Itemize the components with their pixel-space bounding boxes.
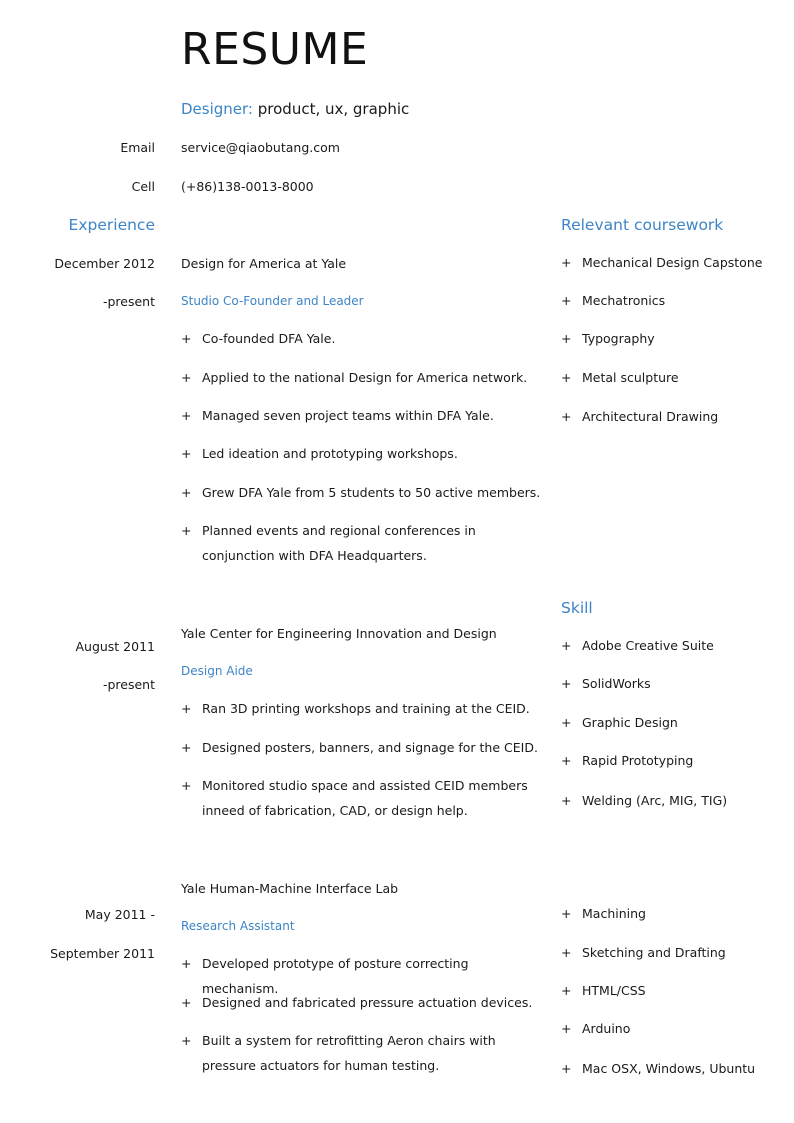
exp3-bullet: + Developed prototype of posture correcting mechanism. xyxy=(181,951,541,1001)
exp3-date-start: May 2011 - xyxy=(84,907,155,922)
designer-value: product, ux, graphic xyxy=(257,100,410,118)
exp3-date-end: September 2011 xyxy=(50,946,155,961)
plus-icon: + xyxy=(561,293,572,308)
plus-icon: + xyxy=(561,753,572,768)
resume-title: RESUME xyxy=(181,24,369,75)
exp1-bullet: + Managed seven project teams within DFA Yale. xyxy=(181,403,541,428)
skill-item: + Adobe Creative Suite xyxy=(561,633,781,658)
exp3-role: Research Assistant xyxy=(181,919,295,933)
exp1-date-start: December 2012 xyxy=(54,256,155,271)
designer-line xyxy=(181,100,409,118)
experience-heading: Experience xyxy=(68,216,155,234)
coursework-item: + Mechatronics xyxy=(561,288,781,313)
coursework-item: + Metal sculpture xyxy=(561,365,781,390)
skill-item: + Machining xyxy=(561,901,781,926)
plus-icon: + xyxy=(181,370,192,385)
exp3-bullet: + Designed and fabricated pressure actuation devices. xyxy=(181,990,541,1015)
plus-icon: + xyxy=(561,255,572,270)
plus-icon: + xyxy=(181,485,192,500)
exp1-organization: Design for America at Yale xyxy=(181,256,347,271)
plus-icon: + xyxy=(181,446,192,461)
designer-label: Designer: xyxy=(181,100,253,118)
coursework-item: + Mechanical Design Capstone xyxy=(561,250,781,275)
plus-icon: + xyxy=(561,676,572,691)
plus-icon: + xyxy=(181,408,192,423)
exp2-bullet: + Ran 3D printing workshops and training at the CEID. xyxy=(181,696,541,721)
exp2-date-end: -present xyxy=(102,677,155,692)
plus-icon: + xyxy=(181,331,192,346)
skill-item: + SolidWorks xyxy=(561,671,781,696)
plus-icon: + xyxy=(561,638,572,653)
plus-icon: + xyxy=(561,331,572,346)
coursework-item: + Typography xyxy=(561,326,781,351)
cell-value: (+86)138-0013-8000 xyxy=(181,179,314,194)
exp1-bullet: + Applied to the national Design for America network. xyxy=(181,365,541,390)
email-value: service@qiaobutang.com xyxy=(181,140,340,155)
exp1-bullet: + Co-founded DFA Yale. xyxy=(181,326,541,351)
exp1-role: Studio Co-Founder and Leader xyxy=(181,294,364,308)
exp1-date-end: -present xyxy=(102,294,155,309)
coursework-heading: Relevant coursework xyxy=(561,216,724,234)
plus-icon: + xyxy=(181,778,192,793)
skill-item: + Graphic Design xyxy=(561,710,781,735)
skill-heading: Skill xyxy=(561,599,593,617)
coursework-item: + Architectural Drawing xyxy=(561,404,781,429)
plus-icon: + xyxy=(181,1033,192,1048)
plus-icon: + xyxy=(561,370,572,385)
plus-icon: + xyxy=(181,995,192,1010)
skill-item: + Arduino xyxy=(561,1016,781,1041)
skill-item: + Sketching and Drafting xyxy=(561,940,781,965)
plus-icon: + xyxy=(561,945,572,960)
exp2-date-start: August 2011 xyxy=(75,639,155,654)
email-label: Email xyxy=(120,140,155,155)
exp3-organization: Yale Human-Machine Interface Lab xyxy=(181,881,399,896)
skill-item: + Rapid Prototyping xyxy=(561,748,781,773)
plus-icon: + xyxy=(561,983,572,998)
exp2-bullet: + Designed posters, banners, and signage for the CEID. xyxy=(181,735,541,760)
plus-icon: + xyxy=(561,1021,572,1036)
plus-icon: + xyxy=(561,793,572,808)
plus-icon: + xyxy=(561,906,572,921)
exp2-role: Design Aide xyxy=(181,664,253,678)
plus-icon: + xyxy=(181,740,192,755)
plus-icon: + xyxy=(561,715,572,730)
exp1-bullet: + Grew DFA Yale from 5 students to 50 active members. xyxy=(181,480,541,505)
plus-icon: + xyxy=(561,409,572,424)
exp1-bullet: + Led ideation and prototyping workshops. xyxy=(181,441,541,466)
plus-icon: + xyxy=(181,523,192,538)
plus-icon: + xyxy=(181,701,192,716)
cell-label: Cell xyxy=(131,179,155,194)
exp2-bullet: + Monitored studio space and assisted CEID members inneed of fabrication, CAD, or design help. xyxy=(181,773,541,823)
skill-item: + Welding (Arc, MIG, TIG) xyxy=(561,788,781,813)
exp2-organization: Yale Center for Engineering Innovation and Design xyxy=(181,626,497,641)
skill-item: + HTML/CSS xyxy=(561,978,781,1003)
skill-item: + Mac OSX, Windows, Ubuntu xyxy=(561,1056,781,1081)
plus-icon: + xyxy=(181,956,192,971)
exp1-bullet: + Planned events and regional conferences in conjunction with DFA Headquarters. xyxy=(181,518,541,568)
plus-icon: + xyxy=(561,1061,572,1076)
exp3-bullet: + Built a system for retrofitting Aeron chairs with pressure actuators for human testing. xyxy=(181,1028,541,1078)
